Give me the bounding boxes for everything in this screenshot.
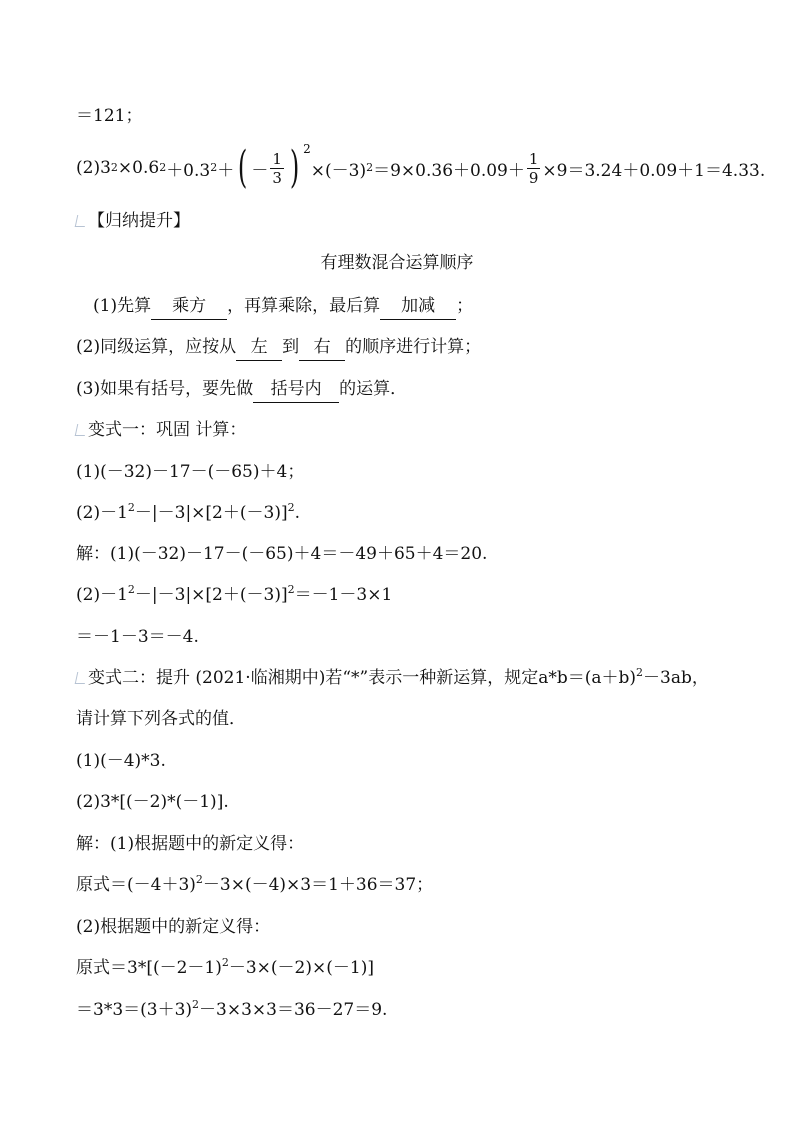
variant-1-question-2: $(2)-1^2-|-3|\times[2+(-3)]^2$. xyxy=(76,501,300,523)
bookmark-icon xyxy=(75,424,88,436)
variant-2-solution-5: $=3*3=(3+3)^2-3\times 3\times 3=36-27=9$. xyxy=(76,998,388,1020)
left-paren: ( xyxy=(238,142,248,193)
summary-title: 有理数混合运算顺序 xyxy=(320,253,474,273)
rule-3: (3)如果有括号，要先做 括号内 的运算． xyxy=(76,376,407,402)
variant-2-solution-1: 解：(1)根据题中的新定义得： xyxy=(76,834,305,854)
right-paren: ) xyxy=(289,142,300,193)
variant-1-heading: 变式一：巩固 计算： xyxy=(76,417,246,443)
variant-1-solution-2: $(2)-1^2-|-3|\times[2+(-3)]^2=-1-3\times 1$ xyxy=(76,583,393,605)
variant-1-solution-1: 解：(1)(－32)－17－(－65)＋4＝－49＋65＋4＝20. xyxy=(76,544,488,564)
fraction-one-third: $\frac{1}{3}$ xyxy=(272,149,282,187)
variant-1-question-1: (1)(－32)－17－(－65)＋4； xyxy=(76,462,305,482)
variant-2-solution-3: (2)根据题中的新定义得： xyxy=(76,917,271,937)
rule-1: (1)先算 乘方 ，再算乘除，最后算 加减 ； xyxy=(93,293,473,319)
variant-2-solution-2: 原式$=(-4+3)^2-3\times(-4)\times 3=1+36=37$； xyxy=(76,873,434,895)
summary-heading: 【归纳提升】 xyxy=(76,208,190,234)
variant-1-solution-3: ＝－1－3＝－4. xyxy=(76,627,199,647)
variant-2-question-1: (1)(－4)*3. xyxy=(76,751,166,771)
bookmark-icon xyxy=(75,672,88,684)
line-result-121: ＝121； xyxy=(76,106,143,126)
variant-2-question-2: (2)3*[(－2)*(－1)]. xyxy=(76,792,229,812)
formula-part-2: (2)3 2 ×0.6 2 ＋0.3 2 ＋ ( － $\frac{1}{3}$ ) 2 ×(－3) 2 ＝9×0.36＋0.09＋ $\frac{1}{9}$ ×9＝3.24＋0.09＋1＝4.33. xyxy=(76,142,766,193)
variant-2-solution-4: 原式$=3*[(-2-1)^2-3\times(-2)\times(-1)]$ xyxy=(76,956,374,978)
variant-2-heading: 变式二：提升 (2021·临湘期中)若“*”表示一种新运算，规定$a*b=(a+b)^2-3ab$， xyxy=(76,665,709,691)
bookmark-icon xyxy=(75,215,88,227)
rule-2: (2)同级运算，应按从 左 到 右 的顺序进行计算； xyxy=(76,334,481,360)
variant-2-heading-cont: 请计算下列各式的值． xyxy=(76,709,246,729)
fraction-one-ninth: $\frac{1}{9}$ xyxy=(528,149,539,187)
